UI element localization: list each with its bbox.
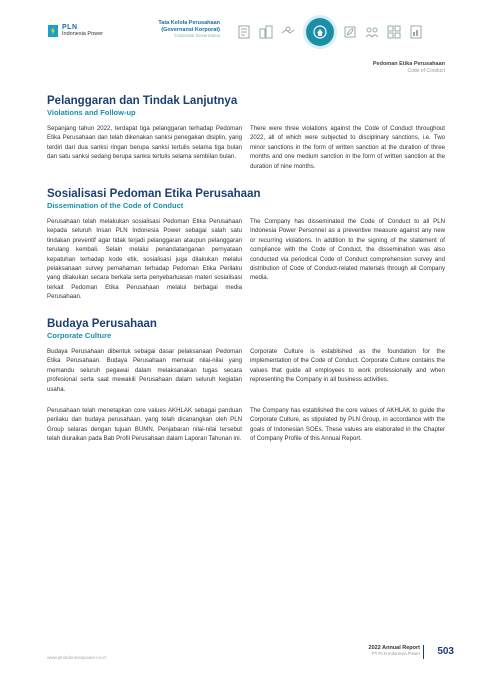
section-violations (47, 95, 445, 171)
section-title-id-2: (Governansi Korporat) (161, 26, 220, 33)
report-icon[interactable] (408, 24, 424, 40)
section-heading: Sosialisasi Pedoman Etika Perusahaan (47, 188, 261, 200)
logo-subtext: Indonesia Power (62, 31, 103, 37)
section-title (120, 20, 220, 40)
pln-logo-icon (48, 25, 58, 37)
report-title: 2022 Annual Report (368, 645, 420, 651)
governance-seal-icon[interactable] (306, 18, 334, 46)
section-title-en: Corporate Governance (174, 33, 220, 38)
paragraph-id: Perusahaan telah melakukan sosialisasi Pedoman Etika Perusahaan kepada seluruh Insan PLN Indonesia Power sebagai salah satu tindakan preventif agar tidak terjadi pelanggaran ataupun pelanggaran terulang kembali. Selain melalui penandatanganan pernyataan kepatuhan terhadap kode etik, sosialisasi juga dilakukan melalui pelaksanaan survey pemahaman terhadap Pedoman Etika Perilaku yang dilakukan secara berkala serta penyebarluasan materi sosialisasi terkait Pedoman Etika Perusahaan melalui berbagai media Perusahaan. (47, 218, 242, 301)
breadcrumb-id: Pedoman Etika Perusahaan (372, 61, 445, 67)
section-subheading: Dissemination of the Code of Conduct (47, 201, 184, 210)
logo-text: PLN (62, 24, 78, 31)
paragraph-row (47, 217, 445, 302)
paragraph-id: Budaya Perusahaan dibentuk sebagai dasar pelaksanaan Pedoman Etika Perusahaan. Budaya Perusahaan memuat nilai-nilai yang memandu seluruh pegawai dalam melaksanakan tugas secara profesional serta saat mewakili Perusahaan dalam seluruh kegiatan usaha. (47, 348, 242, 393)
section-dissemination (47, 188, 445, 302)
section-heading: Budaya Perusahaan (47, 318, 157, 330)
buildings-icon[interactable] (258, 24, 274, 40)
section-subheading: Corporate Culture (47, 331, 112, 340)
paragraph-row (47, 406, 445, 444)
page-header (0, 0, 480, 60)
community-icon[interactable] (364, 24, 380, 40)
section-corporate-culture (47, 318, 445, 444)
paragraph-en: The Company has established the core values of AKHLAK to guide the Corporate Culture, as stipulated by PLN Group, in accordance with the goals of Indonesian SOEs. These values are elaborated in the Chapter of Company Profile of this Annual Report. (250, 407, 445, 443)
paragraph-row (47, 124, 445, 171)
footer-divider (423, 645, 424, 659)
section-heading: Pelanggaran dan Tindak Lanjutnya (47, 95, 238, 107)
section-subheading: Violations and Follow-up (47, 108, 136, 117)
company-logo[interactable] (48, 24, 103, 38)
paragraph-en: Corporate Culture is established as the foundation for the implementation of the Code of Conduct. Corporate Culture contains the values that guide all employees to work professionally and when representing the Company in all business activities. (250, 348, 445, 384)
footer-report (369, 645, 420, 657)
report-sub: PT PLN Indonesia Power (371, 651, 420, 656)
chart-doc-icon[interactable] (236, 24, 252, 40)
paragraph-row (47, 347, 445, 394)
footer-url[interactable]: www.plnindonesiapower.co.id (47, 655, 106, 660)
breadcrumb-en: Code of Conduct (407, 67, 445, 74)
paragraph-en: The Company has disseminated the Code of Conduct to all PLN Indonesia Power Personnel as a preventive measure against any new or recurring violations. In addition to the signing of the statement of compliance with the Code of Conduct, the dissemination was also conducted via periodical Code of Conduct comprehension survey and distribution of Code of Conduct-related materials through all Company media. (250, 218, 445, 282)
breadcrumb (373, 61, 445, 74)
chapter-nav (236, 18, 430, 46)
page-number: 503 (437, 646, 454, 657)
paragraph-id: Perusahaan telah menetapkan core values AKHLAK sebagai panduan perilaku dan budaya perusahaan, yang telah dicanangkan oleh PLN Group selaras dengan tujuan BUMN. Penjabaran nilai-nilai tersebut telah diuraikan pada Bab Profil Perusahaan dalam Laporan Tahunan ini. (47, 407, 242, 443)
paragraph-en: There were three violations against the Code of Conduct throughout 2022, all of which were subjected to disciplinary sanctions, i.e. Two minor sanctions in the form of written sanction at the duration of three months and one medium sanction in the form of written sanction at the duration of nine months. (250, 125, 445, 170)
leaf-icon[interactable] (342, 24, 358, 40)
paragraph-id: Sepanjang tahun 2022, terdapat tiga pelanggaran terhadap Pedoman Etika Perusahaan dan telah dikenakan sanksi penegakan disiplin, yang terdiri dari dua sanksi ringan berupa sanksi tertulis selama tiga bulan dan satu sanksi sedang berupa sanksi tertulis selama sembilan bulan. (47, 125, 242, 161)
section-title-id-1: Tata Kelola Perusahaan (158, 20, 220, 26)
grid-network-icon[interactable] (386, 24, 402, 40)
handshake-icon[interactable] (280, 24, 296, 40)
